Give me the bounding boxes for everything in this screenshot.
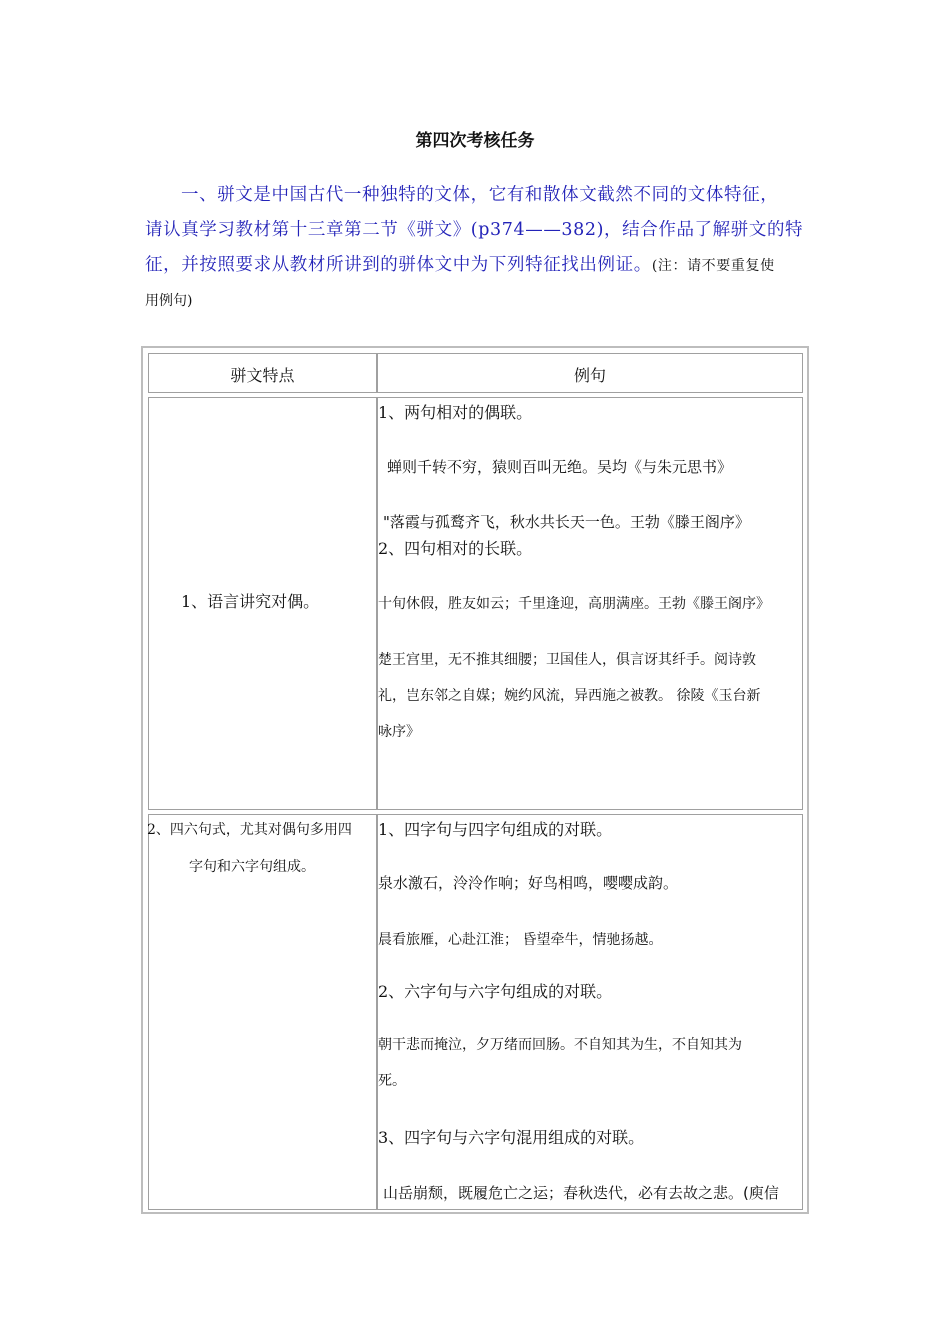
instruction-note: (注：请不要重复使: [651, 258, 775, 274]
row2-feature-cell: [148, 814, 377, 1210]
row1-examples-cell: [377, 397, 803, 810]
row2-subheading-2: 2、六字句与六字句组成的对联。: [378, 982, 613, 1001]
row1-example-4-line2: 礼，岂东邻之自媒；婉约风流，异西施之被教。 徐陵《玉台新: [378, 688, 761, 704]
row2-feature-line2: 字句和六字句组成。: [189, 859, 315, 875]
header-example: 例句: [573, 366, 606, 385]
row2-examples-cell: [377, 814, 803, 1210]
row1-example-4-line1: 楚王宫里，无不推其细腰；卫国佳人，俱言讶其纤手。阅诗敦: [378, 652, 756, 668]
row1-subheading-2: 2、四句相对的长联。: [378, 539, 533, 558]
row2-example-4: 山岳崩颓，既履危亡之运；春秋迭代，必有去故之悲。(庾信: [383, 1184, 779, 1202]
row2-example-3-line1: 朝干悲而掩泣，夕万绪而回肠。不自知其为生，不自知其为: [378, 1037, 742, 1053]
header-example-cell: [377, 353, 803, 393]
row2-subheading-3: 3、四字句与六字句混用组成的对联。: [378, 1128, 645, 1147]
row1-example-4-line3: 咏序》: [378, 724, 420, 740]
row2-feature-line1: 2、四六句式，尤其对偶句多用四: [147, 822, 352, 838]
instruction-line-3: 征，并按照要求从教材所讲到的骈体文中为下列特征找出例证。(注：请不要重复使: [145, 255, 775, 275]
row1-feature-cell: [148, 397, 377, 810]
row2-subheading-1: 1、四字句与四字句组成的对联。: [378, 820, 613, 839]
row1-example-1: 蝉则千转不穷，猿则百叫无绝。吴均《与朱元思书》: [387, 458, 733, 476]
instruction-line-1: 一、骈文是中国古代一种独特的文体，它有和散体文截然不同的文体特征，: [181, 185, 779, 205]
instruction-note-cont: 用例句): [145, 293, 193, 309]
header-feature-cell: [148, 353, 377, 393]
row2-example-1: 泉水激石，泠泠作响；好鸟相鸣，嘤嘤成韵。: [378, 874, 679, 892]
features-table: [141, 346, 809, 1214]
row2-example-3-line2: 死。: [378, 1073, 406, 1089]
instruction-line-2: 请认真学习教材第十三章第二节《骈文》(p374——382)，结合作品了解骈文的特: [145, 220, 804, 240]
row1-example-2: "落霞与孤鹜齐飞，秋水共长天一色。王勃《滕王阁序》: [383, 513, 750, 531]
row2-example-2: 晨看旅雁，心赴江淮； 昏望牵牛，情驰扬越。: [378, 932, 663, 948]
row1-example-3: 十旬休假，胜友如云；千里逢迎，高朋满座。王勃《滕王阁序》: [378, 596, 770, 612]
document-title: 第四次考核任务: [415, 131, 535, 151]
row1-feature: 1、语言讲究对偶。: [181, 592, 320, 611]
task-instructions: [145, 178, 810, 319]
row1-subheading-1: 1、两句相对的偶联。: [378, 403, 533, 422]
header-feature: 骈文特点: [230, 366, 295, 385]
